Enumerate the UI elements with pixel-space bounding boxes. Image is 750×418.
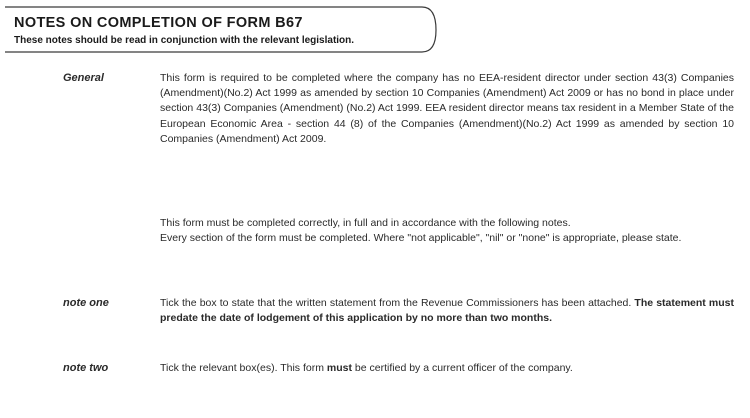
note-body-two <box>160 361 734 376</box>
note-body-general <box>160 71 734 147</box>
note-body-one <box>160 296 734 326</box>
general-paragraph-3: Every section of the form must be completed. Where "not applicable", "nil" or "none" is appropriate, please state. <box>160 232 682 245</box>
page-subtitle: These notes should be read in conjunction with the relevant legislation. <box>14 35 355 46</box>
note-two-text-before: Tick the relevant box(es). This form <box>160 362 324 374</box>
note-two-emphasis: must <box>326 362 352 374</box>
form-header <box>4 6 438 54</box>
note-label-one: note one <box>63 297 109 309</box>
note-body-general-instructions <box>160 216 734 246</box>
note-two-text-after: be certified by a current officer of the company. <box>354 362 573 374</box>
general-paragraph-2: This form must be completed correctly, in full and in accordance with the following notes. <box>160 217 571 229</box>
page-title: NOTES ON COMPLETION OF FORM B67 <box>14 15 303 31</box>
note-label-two: note two <box>63 362 109 374</box>
note-label-general: General <box>63 72 104 84</box>
note-one-bold-text: The statement must predate the date of lodgement of this application by no more than two months. <box>160 297 735 325</box>
note-one-text: Tick the box to state that the written statement from the Revenue Commissioners has been attached. <box>160 297 632 309</box>
general-paragraph-1: This form is required to be completed where the company has no EEA-resident director under section 43(3) Companies (Amendment)(No.2) Act 1999 as amended by section 10 Companies (Amendment) Act 2009 or has no bond in place under section 43(3) Companies (Amendment) (No.2) Act 1999. EEA resident director means tax resident in a Member State of the European Economic Area - section 44 (8) of the Companies (Amendment)(No.2) Act 1999 as amended by section 10 Companies (Amendment) Act 2009. <box>160 72 734 145</box>
